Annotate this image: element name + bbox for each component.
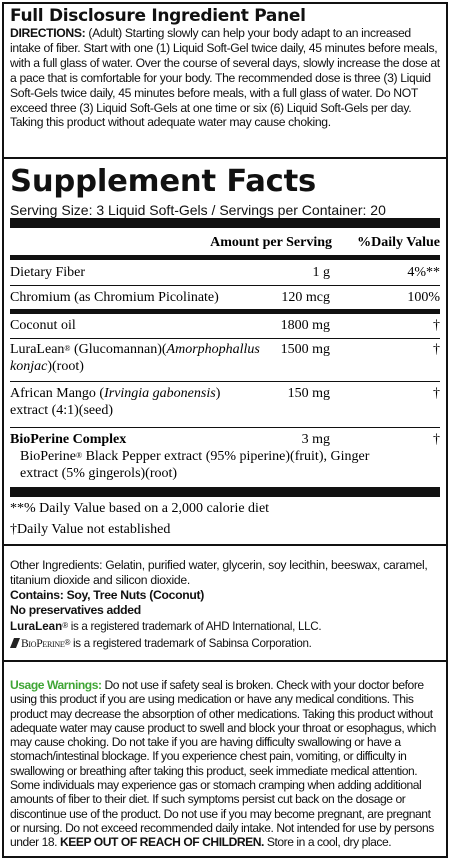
other-ingredients: Other Ingredients: Gelatin, purified water, glycerin, soy lecithin, beeswax, caramel, titanium dioxide and silicon dioxide. <box>10 558 428 587</box>
ingredient-name: Coconut oil <box>10 318 76 333</box>
nutrient-dv: 4%** <box>407 265 440 280</box>
amount-header: Amount per Serving <box>210 235 332 250</box>
ingredient-dv: † <box>433 342 440 357</box>
ingredient-name: LuraLean® (Glucomannan)(Amorphophallus konjac)(root) <box>10 342 260 374</box>
storage-text: Store in a cool, dry place. <box>263 835 392 850</box>
ingredient-amount: 1500 mg <box>280 342 330 357</box>
ingredient-amount: 1800 mg <box>280 318 330 333</box>
ingredient-name: African Mango (Irvingia gabonensis) extract (4:1)(seed) <box>10 386 221 418</box>
warnings-label: Usage Warnings: <box>10 678 102 692</box>
no-preservatives: No preservatives added <box>10 603 141 617</box>
ingredient-dv: † <box>433 318 440 333</box>
disclosure-heading: Full Disclosure Ingredient Panel <box>10 6 306 26</box>
ingredient-amount: 150 mg <box>287 386 330 401</box>
trademark-luralean: LuraLean® is a registered trademark of AHD International, LLC. <box>10 620 322 633</box>
medium-rule <box>10 255 440 260</box>
bioperine-logo-icon <box>10 638 20 648</box>
nutrient-name: Chromium (as Chromium Picolinate) <box>10 290 219 305</box>
medium-rule <box>10 309 440 314</box>
ingredient-name: BioPerine Complex <box>10 432 127 447</box>
warnings-text: Do not use if safety seal is broken. Check with your doctor before using this product if you are using medication or have any medical conditions. This product may decrease the absorption of other medications. Taking this product without adequate water may cause product to swell and block your throat or esophagus, which may cause choking. Do not take if you are having difficulty swallowing or have a stomach/intestinal blockage. If you experience chest pain, vomiting, or difficulty in swallowing or breathing after taking this product, seek immediate medical attention. Some individuals may experience gas or stomach cramping when adding additional amounts of fiber to their diet. If such symptoms persist cut back on the dosage or discontinue use of the product. Do not use if you may become pregnant, are pregnant or nursing. Do not exceed recommended daily intake. Not intended for use by persons under 18. <box>10 678 436 850</box>
divider <box>4 544 446 546</box>
directions-text <box>10 26 440 130</box>
facts-title: Supplement Facts <box>10 164 317 199</box>
ingredient-amount: 3 mg <box>301 432 330 447</box>
bioperine-sub: BioPerine® Black Pepper extract (95% piperine)(fruit), Ginger extract (5% gingerols)(root) <box>20 449 370 481</box>
ingredient-panel <box>2 2 448 858</box>
ingredient-dv: † <box>433 386 440 401</box>
row-divider <box>10 338 440 339</box>
dv-header: %Daily Value <box>357 235 440 250</box>
usage-warnings <box>4 668 446 856</box>
nutrient-dv: 100% <box>407 290 440 305</box>
disclosure-section <box>4 4 446 157</box>
keep-out-of-reach: KEEP OUT OF REACH OF CHILDREN. <box>59 835 264 850</box>
contains-allergens: Contains: Soy, Tree Nuts (Coconut) <box>10 588 205 602</box>
row-divider <box>10 427 440 428</box>
row-divider <box>10 285 440 286</box>
nutrient-amount: 1 g <box>312 265 330 280</box>
trademark-bioperine: BioPerine® is a registered trademark of Sabinsa Corporation. <box>10 635 440 652</box>
ingredient-dv: † <box>433 432 440 447</box>
nutrient-name: Dietary Fiber <box>10 265 86 280</box>
row-divider <box>10 381 440 382</box>
divider <box>4 660 446 662</box>
serving-info: Serving Size: 3 Liquid Soft-Gels / Servings per Container: 20 <box>10 202 386 218</box>
directions-label: DIRECTIONS: <box>10 26 86 40</box>
thick-rule <box>10 218 440 228</box>
thick-rule <box>10 487 440 497</box>
other-ingredients-section <box>4 552 446 660</box>
nutrient-amount: 120 mcg <box>281 290 330 305</box>
footnote-dv: **% Daily Value based on a 2,000 calorie diet <box>10 501 270 516</box>
footnote-dagger: †Daily Value not established <box>10 522 171 537</box>
directions-body: (Adult) Starting slowly can help your body adapt to an increased intake of fiber. Start with one (1) Liquid Soft-Gel twice daily, 45 minutes before meals, with a full glass of water. Over the course of several days, slowly increase the dose at a pace that is comfortable for your body. The recommended dose is three (3) Liquid Soft-Gels twice daily, 45 minutes before meals, with a full glass of water. Do NOT exceed three (3) Liquid Soft-Gels at one time or six (6) Liquid Soft-Gels per day. Taking this product without adequate water may cause choking. <box>10 26 440 130</box>
